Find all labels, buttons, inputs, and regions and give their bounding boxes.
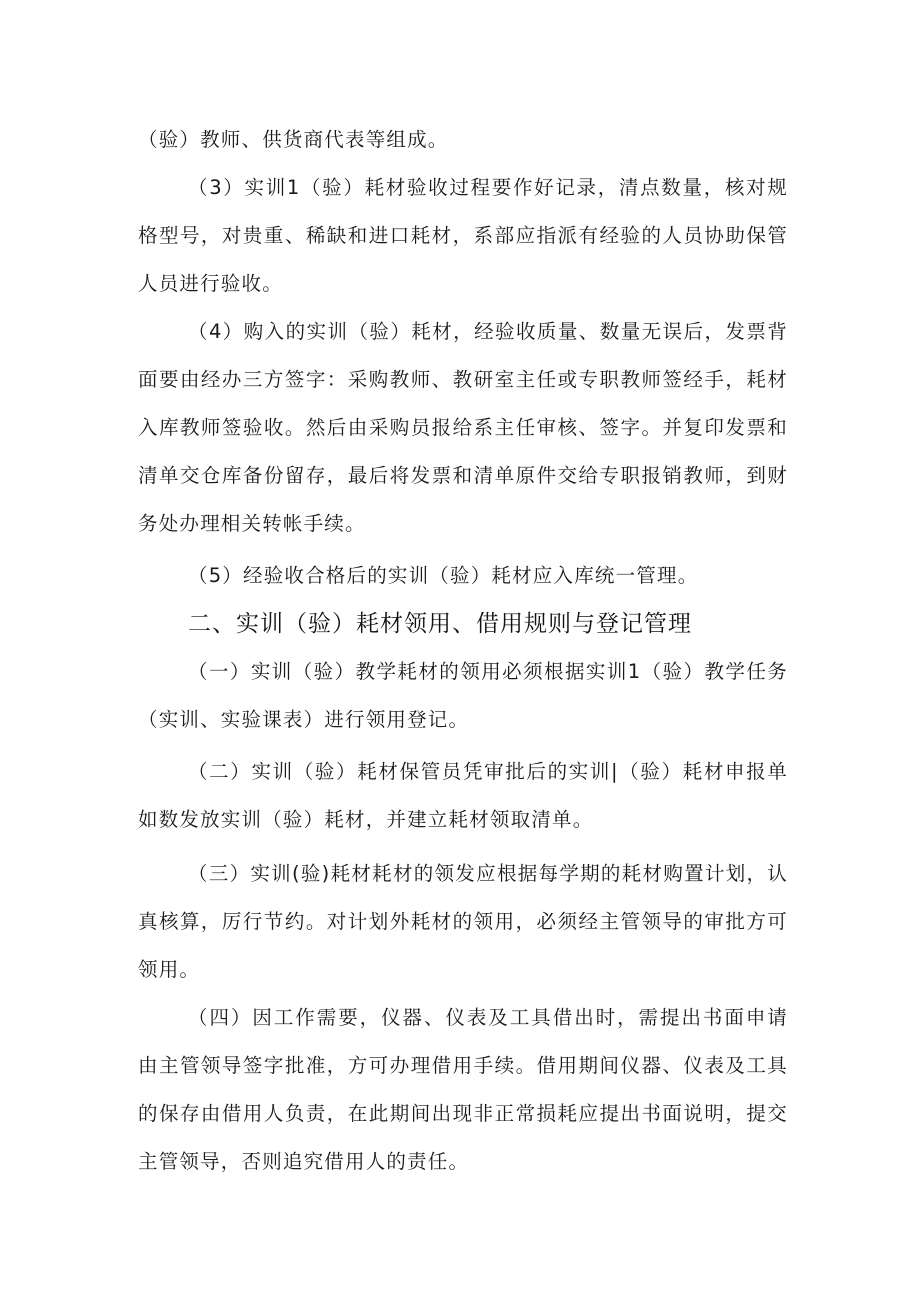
paragraph-item-3: （3）实训1（验）耗材验收过程要作好记录，清点数量，核对规格型号，对贵重、稀缺和进口耗材，系部应指派有经验的人员协助保管人员进行验收。 — [138, 176, 788, 295]
paragraph-item-5: （5）经验收合格后的实训（验）耗材应入库统一管理。 — [188, 564, 699, 587]
paragraph-item-4: （4）购入的实训（验）耗材，经验收质量、数量无误后，发票背面要由经办三方签字：采购教师、教研室主任或专职教师签经手，耗材入库教师签验收。然后由采购员报给系主任审核、签字。并复印发票和清单交仓库备份留存，最后将发票和清单原件交给专职报销教师，到财务处办理相关转帐手续。 — [138, 320, 788, 535]
section-heading: 二、实训（验）耗材领用、借用规则与登记管理 — [188, 611, 692, 637]
paragraph-section-4: （四）因工作需要，仪器、仪表及工具借出时，需提出书面申请由主管领导签字批准，方可办理借用手续。借用期间仪器、仪表及工具的保存由借用人负责，在此期间出现非正常损耗应提出书面说明，提交主管领导，否则追究借用人的责任。 — [138, 1006, 788, 1173]
paragraph-section-1: （一）实训（验）教学耗材的领用必须根据实训1（验）教学任务（实训、实验课表）进行领用登记。 — [138, 660, 788, 731]
paragraph-section-2: （二）实训（验）耗材保管员凭审批后的实训|（验）耗材申报单如数发放实训（验）耗材，并建立耗材领取清单。 — [138, 760, 788, 831]
paragraph-section-3: （三）实训(验)耗材耗材的领发应根据每学期的耗材购置计划，认真核算，厉行节约。对计划外耗材的领用，必须经主管领导的审批方可领用。 — [138, 862, 788, 981]
paragraph-continuation: （验）教师、供货商代表等组成。 — [138, 128, 449, 151]
